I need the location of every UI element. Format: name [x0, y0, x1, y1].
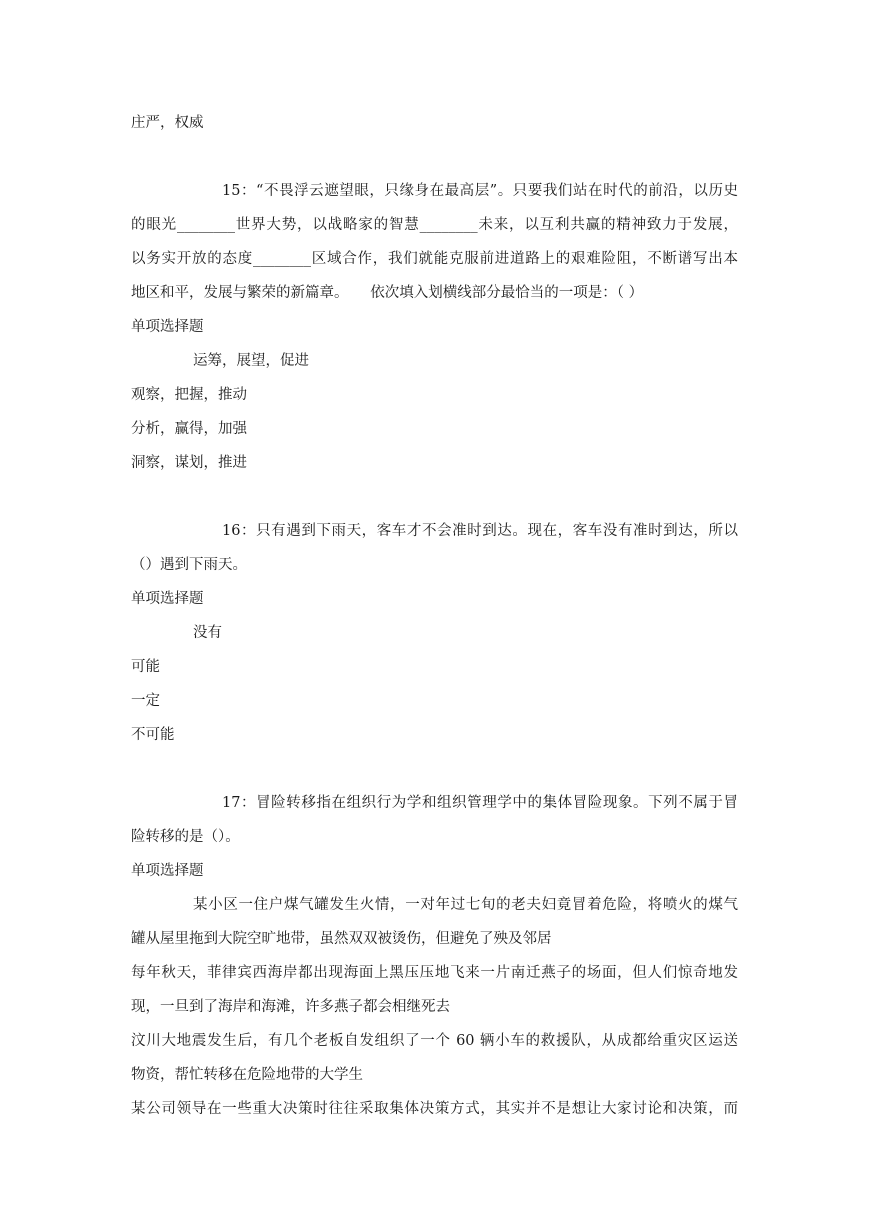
q15-option-d: 洞察，谋划，推进 — [131, 455, 247, 471]
q16-option-a: 没有 — [193, 625, 222, 641]
q16-option-d: 不可能 — [131, 727, 175, 743]
q17-stem-line-2: 险转移的是（）。 — [131, 829, 240, 845]
q15-stem-line-3: 以务实开放的态度________区域合作，我们就能克服前进道路上的艰难险阻，不断谱写出本 — [131, 251, 738, 267]
q17-question-type: 单项选择题 — [131, 863, 204, 879]
q15-stem-line-2: 的眼光________世界大势，以战略家的智慧________未来，以互利共赢的精神致力于发展， — [131, 217, 738, 233]
q15-option-a: 运筹，展望，促进 — [193, 353, 309, 369]
q17-option-a-line-2: 罐从屋里拖到大院空旷地带，虽然双双被烫伤，但避免了殃及邻居 — [131, 931, 552, 947]
q16-question-type: 单项选择题 — [131, 591, 204, 607]
q16-stem-line-2: （）遇到下雨天。 — [131, 557, 247, 573]
q17-option-b-line-2: 现，一旦到了海岸和海滩，许多燕子都会相继死去 — [131, 999, 450, 1015]
q17-option-c-line-1: 汶川大地震发生后，有几个老板自发组织了一个 60 辆小车的救援队，从成都给重灾区运送 — [131, 1033, 738, 1049]
q17-option-a-line-1: 某小区一住户煤气罐发生火情，一对年过七旬的老夫妇竟冒着危险，将喷火的煤气 — [193, 897, 738, 913]
q17-stem-line-1: 17：冒险转移指在组织行为学和组织管理学中的集体冒险现象。下列不属于冒 — [222, 795, 738, 811]
q15-question-type: 单项选择题 — [131, 319, 204, 335]
q16-stem-line-1: 16：只有遇到下雨天，客车才不会准时到达。现在，客车没有准时到达，所以 — [222, 523, 738, 539]
q17-option-b-line-1: 每年秋天，菲律宾西海岸都出现海面上黑压压地飞来一片南迁燕子的场面，但人们惊奇地发 — [131, 965, 738, 981]
q15-option-b: 观察，把握，推动 — [131, 387, 247, 403]
q16-option-c: 一定 — [131, 693, 160, 709]
q16-option-b: 可能 — [131, 659, 160, 675]
q17-option-c-line-2: 物资，帮忙转移在危险地带的大学生 — [131, 1067, 363, 1083]
q15-stem-line-1: 15：“不畏浮云遮望眼，只缘身在最高层”。只要我们站在时代的前沿，以历史 — [222, 183, 738, 199]
q15-option-c: 分析，赢得，加强 — [131, 421, 247, 437]
q15-stem-line-4: 地区和平，发展与繁荣的新篇章。 依次填入划横线部分最恰当的一项是：（ ） — [131, 285, 644, 301]
previous-option-fragment: 庄严，权威 — [131, 115, 204, 131]
q17-option-d-line-1: 某公司领导在一些重大决策时往往采取集体决策方式，其实并不是想让大家讨论和决策，而 — [131, 1101, 738, 1117]
